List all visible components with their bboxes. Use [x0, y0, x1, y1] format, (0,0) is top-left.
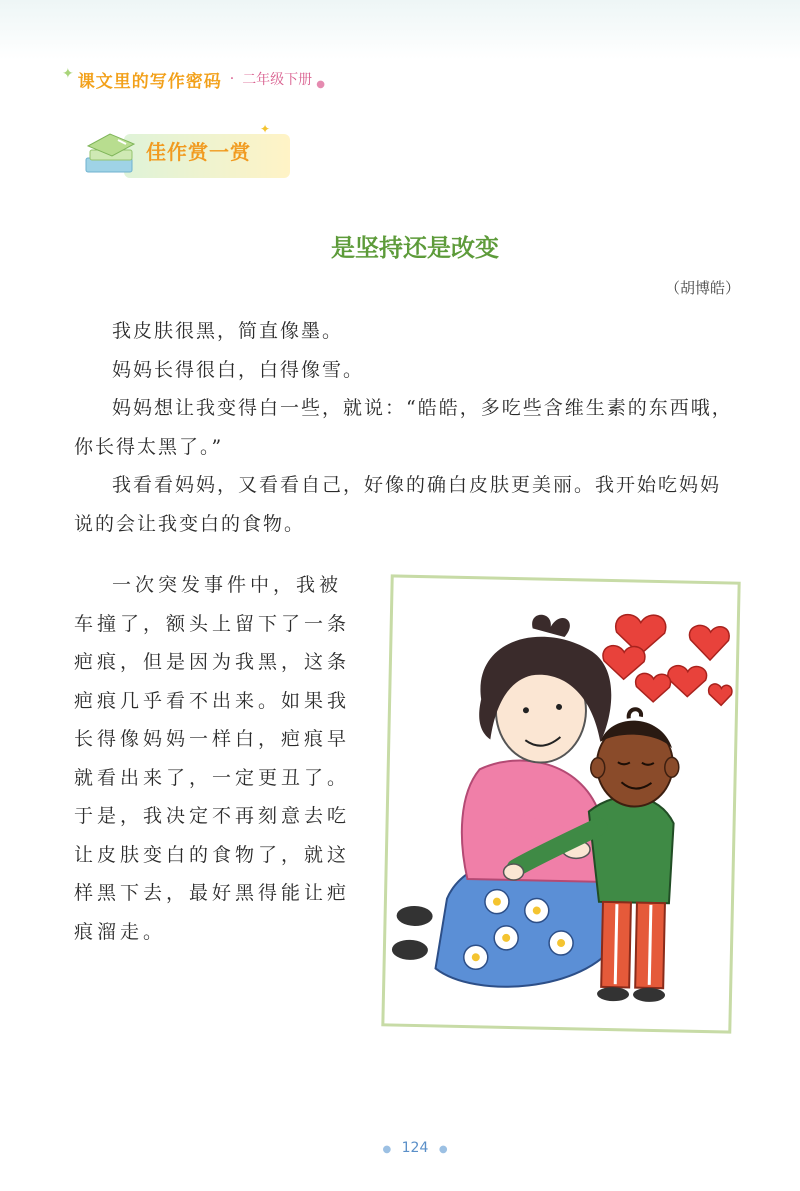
article-body	[74, 312, 734, 543]
paragraph: 一次突发事件中，我被车撞了，额头上留下了一条疤痕，但是因为我黑，这条疤痕几乎看不出来。如果我长得像妈妈一样白，疤痕早就看出来了，一定更丑了。于是，我决定不再刻意去吃让皮肤变白的食物了，就这样黑下去，最好黑得能让疤痕溜走。	[74, 574, 351, 943]
paragraph: 我看看妈妈，又看看自己，好像的确白皮肤更美丽。我开始吃妈妈说的会让我变白的食物。	[74, 474, 722, 535]
paragraph: 妈妈想让我变得白一些，就说：“皓皓，多吃些含维生素的东西哦，你长得太黑了。”	[74, 397, 733, 458]
mother-hugging-child-drawing	[381, 574, 740, 1033]
grade-label: 二年级下册	[242, 72, 313, 88]
page-number-text: 124	[401, 1140, 429, 1156]
article-title: 是坚持还是改变	[331, 234, 499, 262]
section-label: 佳作赏一赏	[146, 140, 251, 164]
dot-icon: ●	[382, 1144, 392, 1155]
book-icon	[80, 128, 138, 184]
dot-icon: ●	[438, 1144, 448, 1155]
dot-icon: ●	[316, 78, 325, 90]
illustration-art	[384, 577, 737, 1030]
running-header	[62, 64, 325, 94]
paragraph: 我皮肤很黑，简直像墨。	[112, 320, 344, 342]
book-title: 课文里的写作密码	[77, 71, 222, 92]
wrapped-paragraph-block	[74, 566, 364, 951]
hearts-icon	[602, 614, 734, 705]
star-icon: ✦	[62, 66, 74, 82]
paragraph: 妈妈长得很白，白得像雪。	[112, 358, 365, 381]
page-number	[0, 1140, 800, 1156]
author-name: （胡博皓）	[664, 279, 740, 297]
sparkle-icon: ✦	[260, 122, 271, 136]
header-separator: ·	[229, 71, 235, 87]
section-badge	[80, 122, 290, 190]
top-decoration	[0, 0, 800, 60]
mother-figure	[391, 612, 623, 989]
